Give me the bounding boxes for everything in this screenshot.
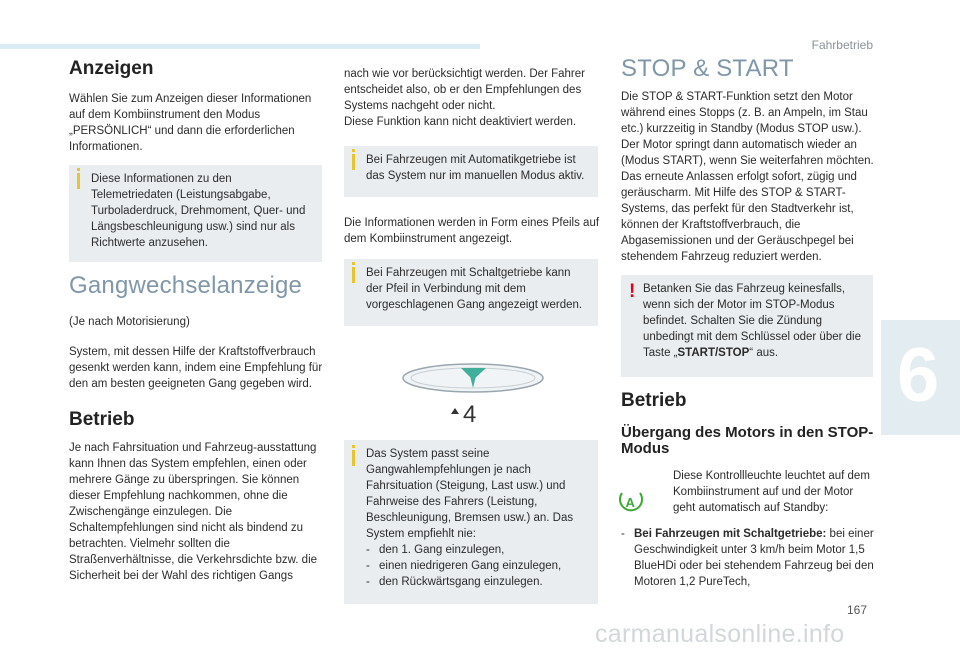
info-telemetry-text: Diese Informationen zu den Telemetriedaten (Leistungsabgabe, Turboladerdruck, Drehmoment, Quer- und Längsbeschleunigung usw.) sind nur als Richtwerte anzusehen. [91, 173, 306, 249]
column-left [69, 58, 327, 584]
anzeigen-text: Wählen Sie zum Anzeigen dieser Informationen auf dem Kombiinstrument den Modus „PERSÖNLICH“ und dann die erforderlichen Informationen. [69, 93, 312, 153]
info-box-adapt-wrapper [344, 440, 598, 604]
info-automatic-text: Bei Fahrzeugen mit Automatikgetriebe ist das System nur im manuellen Modus aktiv. [366, 154, 585, 182]
warning-text: Betanken Sie das Fahrzeug keinesfalls, wenn sich der Motor im STOP-Modus befindet. Schalten Sie die Zündung unbedingt mit dem Schlüssel oder über die Taste „ [643, 283, 861, 359]
column-right [621, 55, 877, 590]
arrow-info-text: Die Informationen werden in Form eines Pfeils auf dem Kombiinstrument angezeigt. [344, 217, 600, 245]
stop-start-lamp-icon [618, 490, 644, 512]
warning-icon: ! [629, 281, 636, 302]
recommend-never-list [366, 542, 588, 590]
motorisierung-note: (Je nach Motorisierung) [69, 316, 190, 328]
info-box-telemetry [69, 165, 322, 262]
shift-up-arrow-icon [451, 408, 459, 414]
watermark: carmanualsonline.info [595, 620, 845, 648]
lamp-text: Diese Kontrollleuchte leuchtet auf dem Kombiinstrument auf und der Motor geht automatisch auf Standby: [673, 470, 870, 514]
gear-indicator-diagram [391, 362, 555, 432]
heading-anzeigen: Anzeigen [69, 58, 154, 79]
page-number: 167 [847, 603, 868, 617]
info-box-automatic [344, 146, 598, 197]
header-bar [0, 44, 480, 49]
start-stop-key-label: START/STOP [677, 347, 750, 359]
warning-end: “ aus. [749, 347, 779, 359]
chapter-tab [881, 320, 960, 435]
svg-text:A: A [625, 495, 635, 510]
heading-stop-start: STOP & START [621, 55, 794, 82]
info-icon [352, 267, 355, 283]
info-icon [352, 154, 355, 170]
stop-start-intro: Die STOP & START-Funktion setzt den Motor während eines Stopps (z. B. an Ampeln, im Stau etc.) kurzzeitig in Standby (Modus STOP usw.). Der Motor springt dann automatisch wieder an (Modus START), wenn Sie weiterfahren möchten. Das erneute Anlassen erfolgt sofort, zügig und geräuscharm. Mit Hilfe des STOP & START-Systems, das perfekt für den Stadtverkehr ist, können der Kraftstoffverbrauch, die Abgasemissionen und der Geräuschpegel bei stehendem Fahrzeug reduziert werden. [621, 91, 874, 263]
gear-number: 4 [463, 401, 477, 428]
list-item [621, 526, 877, 590]
list-item-text: bei einer Geschwindigkeit unter 3 km/h beim Motor 1,5 BlueHDi oder bei stehendem Fahrzeug bei den Motoren 1,2 PureTech, [634, 528, 874, 588]
deactivate-note: Diese Funktion kann nicht deaktiviert werden. [344, 116, 577, 128]
subheading-stop-mode: Übergang des Motors in den STOP-Modus [621, 424, 874, 457]
warning-box [621, 275, 873, 377]
chapter-number: 6 [897, 333, 940, 418]
info-box-manual [344, 259, 598, 326]
section-title: Fahrbetrieb [811, 38, 873, 52]
list-item: - den Rückwärtsgang einzulegen. [366, 574, 588, 590]
list-item-bold: Bei Fahrzeugen mit Schaltgetriebe: [634, 528, 827, 540]
info-manual-text: Bei Fahrzeugen mit Schaltgetriebe kann der Pfeil in Verbindung mit dem vorgeschlagenen Gang angezeigt werden. [366, 267, 583, 311]
stop-mode-list [621, 526, 877, 590]
column-middle [344, 66, 600, 326]
betrieb-text: Je nach Fahrsituation und Fahrzeug-ausstattung kann Ihnen das System empfehlen, einen oder mehrere Gänge zu überspringen. Sie können dieser Empfehlung nachkommen, ohne die Zwischengänge einzulegen. Die Schaltempfehlungen sind nicht als bindend zu betrachten. Vielmehr sollten die Straßenverhältnisse, die Verkehrsdichte bzw. die Sicherheit bei der Wahl des richtigen Gangs [69, 442, 318, 582]
info-box-adapt [344, 440, 598, 604]
heading-betrieb-1: Betrieb [69, 409, 135, 430]
info-icon [77, 173, 80, 189]
info-adapt-text: Das System passt seine Gangwahlempfehlungen je nach Fahrsituation (Steigung, Last usw.) und Fahrweise des Fahrers (Leistung, Beschleunigung, Bremsen usw.) an. Das System empfiehlt nie: [366, 448, 574, 540]
continued-text: nach wie vor berücksichtigt werden. Der Fahrer entscheidet also, ob er den Empfehlungen des Systems nachgeht oder nicht. [344, 68, 585, 112]
system-text: System, mit dessen Hilfe der Kraftstoffverbrauch gesenkt werden kann, indem eine Empfehlung für den am besten geeigneten Gang gegeben wird. [69, 346, 323, 390]
heading-gangwechselanzeige: Gangwechselanzeige [69, 272, 303, 299]
info-icon [352, 450, 355, 466]
list-item: - einen niedrigeren Gang einzulegen, [366, 558, 588, 574]
list-item: - den 1. Gang einzulegen, [366, 542, 588, 558]
heading-betrieb-2: Betrieb [621, 390, 687, 411]
